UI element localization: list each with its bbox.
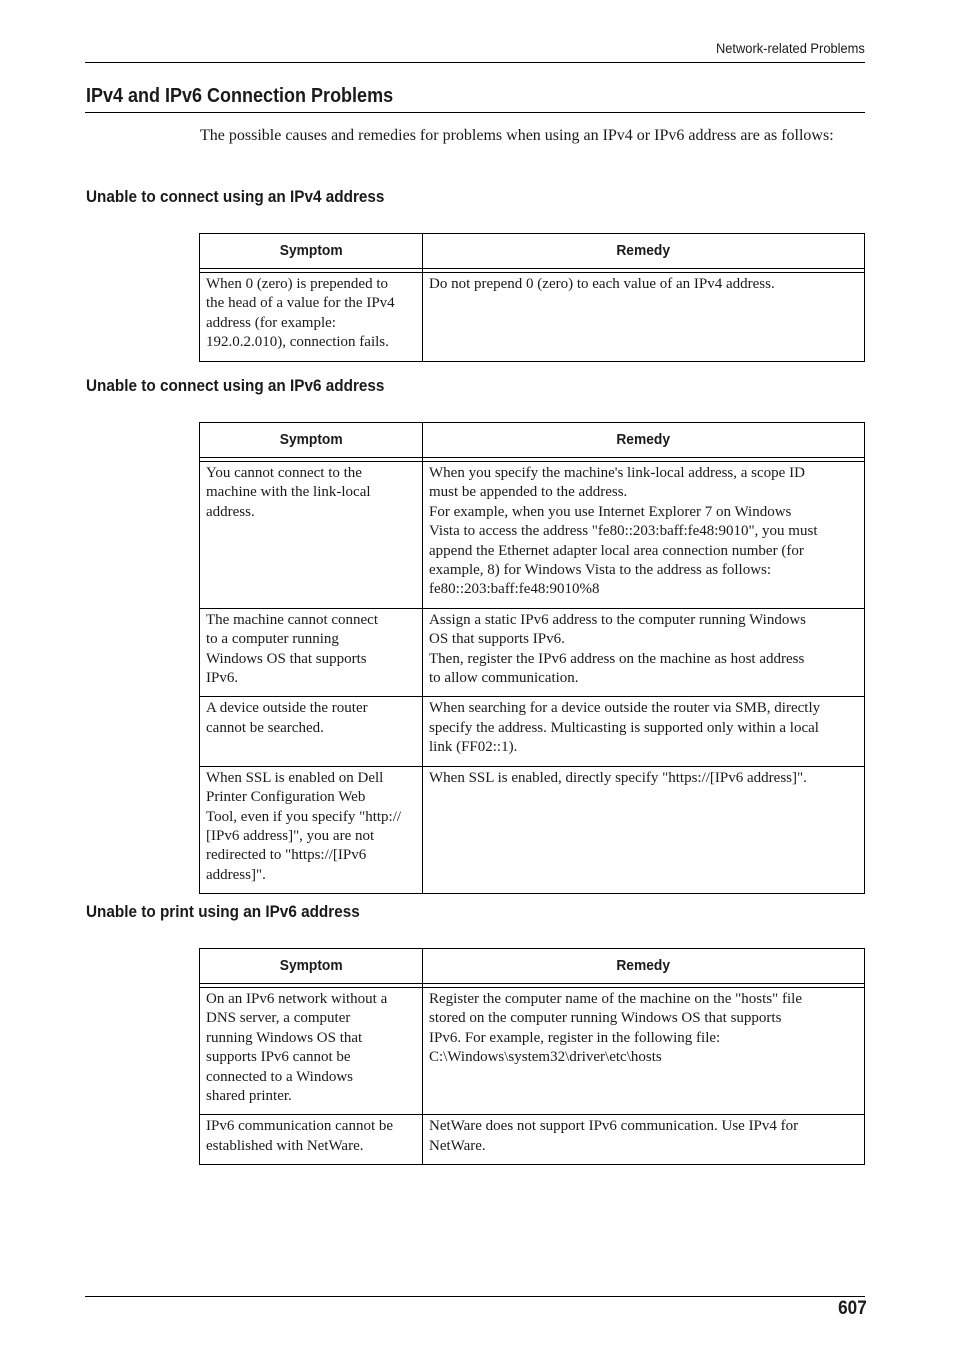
table-row (200, 608, 865, 697)
column-header-symptom: Symptom (200, 234, 423, 269)
table-row (200, 766, 865, 893)
ipv6-connect-table (199, 422, 865, 894)
symptom-cell: The machine cannot connect to a computer running Windows OS that supports IPv6. (200, 608, 423, 697)
remedy-cell: When searching for a device outside the router via SMB, directly specify the address. Multicasting is supported only within a local link (FF02::1). (423, 697, 865, 766)
running-header: Network-related Problems (716, 40, 865, 56)
table-row (200, 697, 865, 766)
remedy-cell: NetWare does not support IPv6 communication. Use IPv4 for NetWare. (423, 1115, 865, 1165)
symptom-cell: When SSL is enabled on Dell Printer Configuration Web Tool, even if you specify "http:// [IPv6 address]", you are not redirected to "https://[IPv6 address]". (200, 766, 423, 893)
page-title: IPv4 and IPv6 Connection Problems (86, 85, 394, 107)
table-header-row (200, 949, 865, 984)
page-number: 607 (838, 1298, 867, 1319)
column-header-symptom: Symptom (200, 423, 423, 458)
table-row (200, 1115, 865, 1165)
intro-paragraph: The possible causes and remedies for problems when using an IPv4 or IPv6 address are as follows: (200, 127, 834, 144)
section-heading-ipv6-connect: Unable to connect using an IPv6 address (86, 376, 385, 395)
remedy-cell: When you specify the machine's link-local address, a scope ID must be appended to the address. For example, when you use Internet Explorer 7 on Windows Vista to access the address "fe80::203:baff:fe48:9010", you must append the Ethernet adapter local area connection number (for example, 8) for Windows Vista to the address as follows: fe80::203:baff:fe48:9010%8 (423, 462, 865, 609)
section-heading-ipv6-print: Unable to print using an IPv6 address (86, 902, 360, 921)
symptom-cell: When 0 (zero) is prepended to the head of a value for the IPv4 address (for example: 192.0.2.010), connection fails. (200, 273, 423, 362)
column-header-symptom: Symptom (200, 949, 423, 984)
remedy-cell: Assign a static IPv6 address to the computer running Windows OS that supports IPv6. Then, register the IPv6 address on the machine as host address to allow communication. (423, 608, 865, 697)
footer-rule (85, 1296, 865, 1297)
remedy-cell: When SSL is enabled, directly specify "https://[IPv6 address]". (423, 766, 865, 893)
table-row (200, 462, 865, 609)
table-header-row (200, 423, 865, 458)
column-header-remedy: Remedy (423, 234, 865, 269)
table-row (200, 988, 865, 1115)
section-heading-ipv4-connect: Unable to connect using an IPv4 address (86, 187, 385, 206)
remedy-cell: Do not prepend 0 (zero) to each value of an IPv4 address. (423, 273, 865, 362)
remedy-cell: Register the computer name of the machine on the "hosts" file stored on the computer running Windows OS that supports IPv6. For example, register in the following file: C:\Windows\system32\driver\etc\hosts (423, 988, 865, 1115)
symptom-cell: On an IPv6 network without a DNS server, a computer running Windows OS that supports IPv6 cannot be connected to a Windows shared printer. (200, 988, 423, 1115)
title-rule (85, 112, 865, 113)
symptom-cell: You cannot connect to the machine with the link-local address. (200, 462, 423, 609)
ipv4-connect-table (199, 233, 865, 362)
column-header-remedy: Remedy (423, 423, 865, 458)
ipv6-print-table (199, 948, 865, 1165)
symptom-cell: IPv6 communication cannot be established with NetWare. (200, 1115, 423, 1165)
table-row (200, 273, 865, 362)
symptom-cell: A device outside the router cannot be searched. (200, 697, 423, 766)
header-rule (85, 62, 865, 63)
table-header-row (200, 234, 865, 269)
column-header-remedy: Remedy (423, 949, 865, 984)
